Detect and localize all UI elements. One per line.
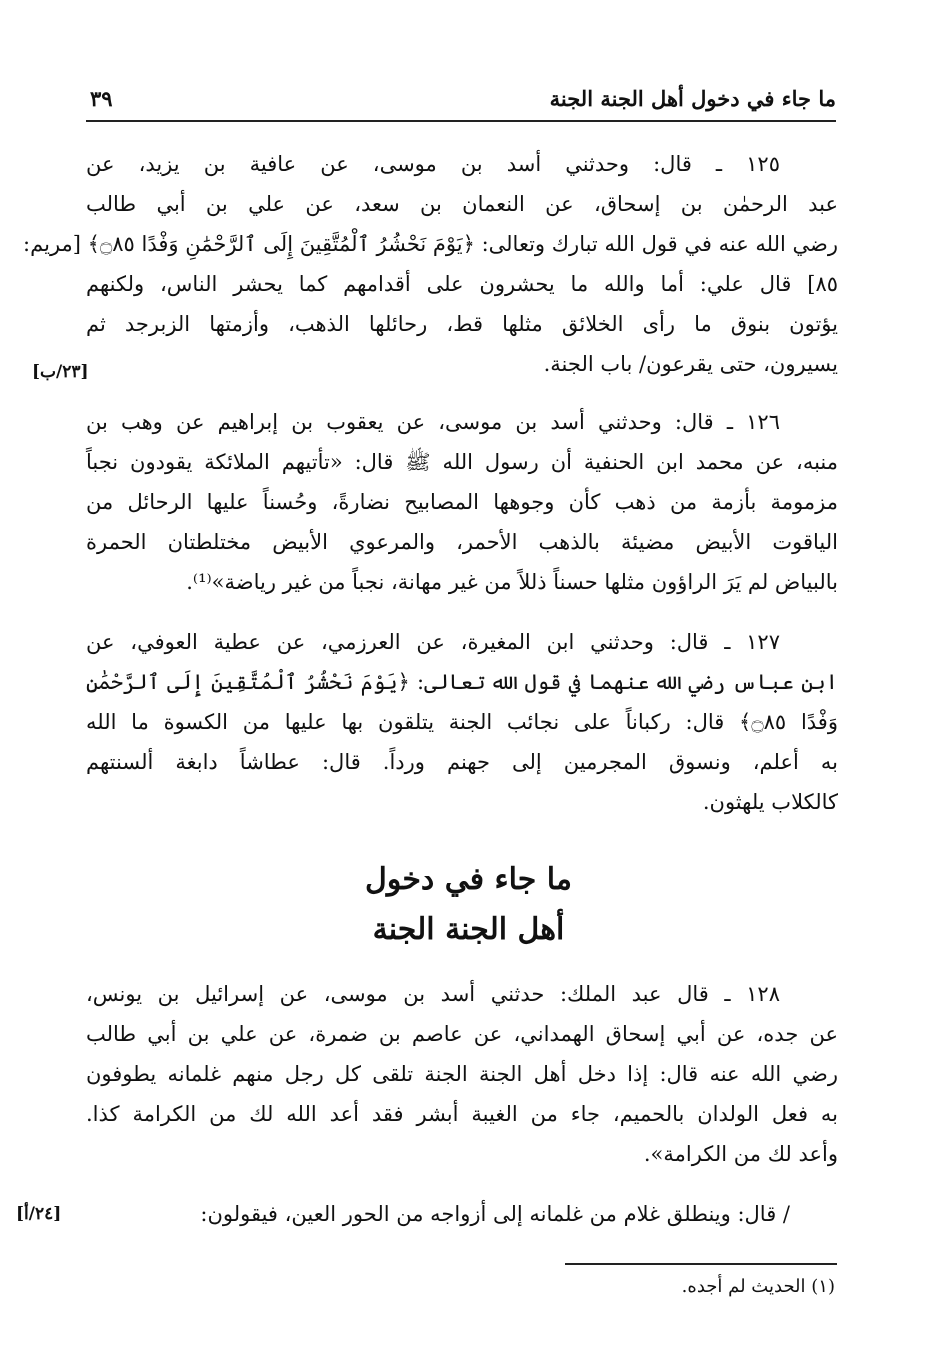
text-line: ١٢٨ ـ قال عبد الملك: حدثني أسد بن موسى، عن إسرائيل بن يونس،: [86, 982, 780, 1006]
text-line: وأعد لك من الكرامة».: [643, 1142, 838, 1166]
text-line: وَفْدًا ۝٨٥﴾ قال: ركباناً على نجائب الجنة يتلقون بها عليها من الكسوة ما الله: [86, 710, 838, 734]
text-line: ١٢٥ ـ قال: وحدثني أسد بن موسى، عن عافية بن يزيد، عن: [86, 152, 780, 176]
paragraph-128: [86, 974, 838, 1174]
page-number: ٣٩: [90, 86, 113, 111]
footnote-rule: [565, 1263, 837, 1265]
text-line: مزمومة بأزمة من ذهب كأن وجوهها المصابيح نضارةً، وحُسناً عليها الرحائل من: [86, 490, 838, 514]
header-rule: [86, 120, 836, 122]
margin-folio-ref: [٢٣/ب]: [32, 362, 89, 382]
text-line: رضي الله عنه قال: إذا دخل أهل الجنة الجنة تلقى كل رجل منهم غلمانه يطوفون: [86, 1062, 838, 1086]
text-line: عبد الرحمٰن بن إسحاق، عن النعمان بن سعد، عن علي بن أبي طالب: [86, 192, 838, 216]
text-line: ابن عباس رضي الله عنهما في قول الله تعالى: ﴿يَوْمَ نَحْشُرُ ٱلْمُتَّقِينَ إِلَى ٱلرَّحْمَٰنِ: [86, 670, 838, 694]
text-line: يؤتون بنوق ما رأى الخلائق مثلها قط، رحائلها الذهب، وأزمتها الزبرجد ثم: [86, 312, 838, 336]
text-line: به فعل الولدان بالحميم، جاء من الغيبة أبشر فقد أعد الله لك من الكرامة كذا.: [86, 1102, 838, 1126]
text-line: ٨٥] قال علي: أما والله ما يحشرون على أقدامهم كما يحشر الناس، ولكنهم: [86, 272, 838, 296]
text-line: عن جده، عن أبي إسحاق الهمداني، عن عاصم بن ضمرة، عن علي بن أبي طالب: [86, 1022, 838, 1046]
footnote: (١) الحديث لم أجده.: [681, 1276, 835, 1297]
section-heading-line-2: أهل الجنة الجنة: [372, 912, 565, 947]
paragraph-continuation: [100, 1194, 790, 1234]
paragraph-127: [86, 622, 838, 822]
text-line: رضي الله عنه في قول الله تبارك وتعالى: ﴿يَوْمَ نَحْشُرُ ٱلْمُتَّقِينَ إِلَى ٱلرَّحْمَٰنِ وَفْدًا ۝٨٥﴾ [مريم:: [23, 232, 838, 256]
running-title: ما جاء في دخول أهل الجنة الجنة: [549, 86, 836, 111]
text-line: ١٢٧ ـ قال: وحدثني ابن المغيرة، عن العرزمي، عن عطية العوفي، عن: [86, 630, 780, 654]
text-line: به أعلم، ونسوق المجرمين إلى جهنم ورداً. قال: عطاشاً دابغة ألسنتهم: [86, 750, 838, 774]
text-line: ١٢٦ ـ قال: وحدثني أسد بن موسى، عن يعقوب بن إبراهيم عن وهب بن: [86, 410, 780, 434]
section-heading-line-1: ما جاء في دخول: [365, 862, 572, 897]
text-line: بالبياض لم يَرَ الراؤون مثلها حسناً ذللاً من غير مهانة، نجباً من غير رياضة»⁽¹⁾.: [186, 570, 838, 594]
text-line: منبه، عن محمد ابن الحنفية أن رسول الله ﷺ قال: «تأتيهم الملائكة يقودون نجباً: [86, 450, 838, 474]
text-line: / قال: وينطلق غلام من غلمانه إلى أزواجه من الحور العين، فيقولون:: [200, 1202, 790, 1226]
text-line: كالكلاب يلهثون.: [702, 790, 838, 814]
paragraph-126: [86, 402, 838, 602]
text-line: الياقوت الأبيض مضيئة بالذهب الأحمر، والمرعوي الأبيض مختلطتان الحمرة: [86, 530, 838, 554]
page-header: [86, 86, 836, 124]
text-line: يسيرون، حتى يقرعون/ باب الجنة.: [543, 352, 838, 376]
margin-folio-ref: [٢٤/أ]: [16, 1204, 62, 1224]
